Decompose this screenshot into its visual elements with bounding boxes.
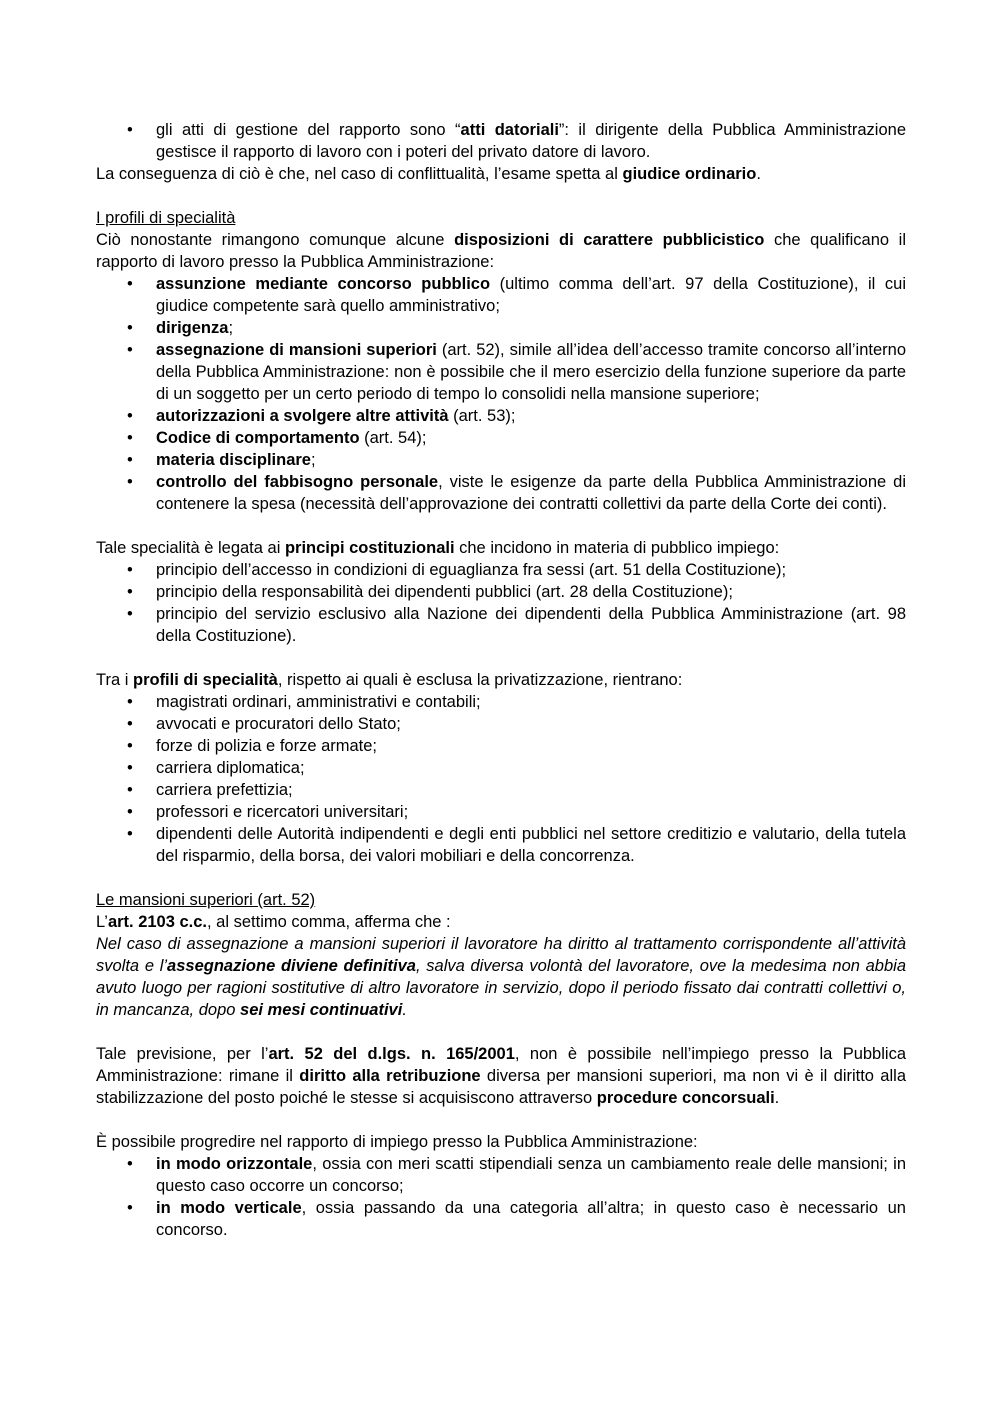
list-item: • forze di polizia e forze armate; [96, 735, 906, 757]
list-item: • autorizzazioni a svolgere altre attività (art. 53); [96, 405, 906, 427]
list-item: • principio del servizio esclusivo alla Nazione dei dipendenti della Pubblica Amministrazione (art. 98 della Costituzione). [96, 603, 906, 647]
list-item: • principio dell’accesso in condizioni di eguaglianza fra sessi (art. 51 della Costituzione); [96, 559, 906, 581]
intro-paragraph: Tale specialità è legata ai principi costituzionali che incidono in materia di pubblico impiego: [96, 539, 780, 557]
list-esclusi [96, 691, 906, 867]
list-item: • materia disciplinare; [96, 449, 906, 471]
section-heading-profili: I profili di specialità [96, 209, 236, 227]
intro-paragraph: È possibile progredire nel rapporto di impiego presso la Pubblica Amministrazione: [96, 1133, 698, 1151]
list-item: • assegnazione di mansioni superiori (art. 52), simile all’idea dell’accesso tramite concorso all’interno della Pubblica Amministrazione: non è possibile che il mero esercizio della funzione superiore da parte di un soggetto per un certo periodo di tempo lo consolidi nella mansione superiore; [96, 339, 906, 405]
body-paragraph: Tale previsione, per l’art. 52 del d.lgs. n. 165/2001, non è possibile nell’impiego presso la Pubblica Amministrazione: rimane il diritto alla retribuzione diversa per mansioni superiori, ma non vi è il diritto alla stabilizzazione del posto poiché le stesse si acquisiscono attraverso procedure concorsuali. [96, 1045, 906, 1107]
list-gestione [96, 119, 906, 163]
document-page [96, 119, 906, 1241]
list-item: • in modo orizzontale, ossia con meri scatti stipendiali senza un cambiamento reale delle mansioni; in questo caso occorre un concorso; [96, 1153, 906, 1197]
list-item: • dirigenza; [96, 317, 906, 339]
list-item: • in modo verticale, ossia passando da una categoria all’altra; in questo caso è necessario un concorso. [96, 1197, 906, 1241]
list-item: • dipendenti delle Autorità indipendenti e degli enti pubblici nel settore creditizio e valutario, della tutela del risparmio, della borsa, dei valori mobiliari e della concorrenza. [96, 823, 906, 867]
list-principi [96, 559, 906, 647]
conclusion-paragraph: La conseguenza di ciò è che, nel caso di conflittualità, l’esame spetta al giudice ordinario. [96, 165, 761, 183]
list-item: • carriera prefettizia; [96, 779, 906, 801]
list-item: • magistrati ordinari, amministrativi e contabili; [96, 691, 906, 713]
list-item: • assunzione mediante concorso pubblico (ultimo comma dell’art. 97 della Costituzione), il cui giudice competente sarà quello amministrativo; [96, 273, 906, 317]
section-heading-mansioni: Le mansioni superiori (art. 52) [96, 891, 316, 909]
intro-paragraph: Ciò nonostante rimangono comunque alcune disposizioni di carattere pubblicistico che qualificano il rapporto di lavoro presso la Pubblica Amministrazione: [96, 231, 906, 271]
list-item: • controllo del fabbisogno personale, viste le esigenze da parte della Pubblica Amministrazione di contenere la spesa (necessità dell’approvazione dei contratti collettivi da parte della Corte dei conti). [96, 471, 906, 515]
list-item: • Codice di comportamento (art. 54); [96, 427, 906, 449]
quote-paragraph: Nel caso di assegnazione a mansioni superiori il lavoratore ha diritto al trattamento corrispondente all’attività svolta e l’assegnazione diviene definitiva, salva diversa volontà del lavoratore, ove la medesima non abbia avuto luogo per ragioni sostitutive di altro lavoratore in servizio, dopo il periodo fissato dai contratti collettivi o, in mancanza, dopo sei mesi continuativi. [96, 935, 907, 1019]
intro-paragraph: L’art. 2103 c.c., al settimo comma, afferma che : [96, 913, 451, 931]
list-item: • avvocati e procuratori dello Stato; [96, 713, 906, 735]
list-item: • gli atti di gestione del rapporto sono “atti datoriali”: il dirigente della Pubblica Amministrazione gestisce il rapporto di lavoro con i poteri del privato datore di lavoro. [96, 119, 906, 163]
list-item: • professori e ricercatori universitari; [96, 801, 906, 823]
list-progressione [96, 1153, 906, 1241]
list-item: • principio della responsabilità dei dipendenti pubblici (art. 28 della Costituzione); [96, 581, 906, 603]
list-disposizioni [96, 273, 906, 515]
intro-paragraph: Tra i profili di specialità, rispetto ai quali è esclusa la privatizzazione, rientrano: [96, 671, 683, 689]
list-item: • carriera diplomatica; [96, 757, 906, 779]
